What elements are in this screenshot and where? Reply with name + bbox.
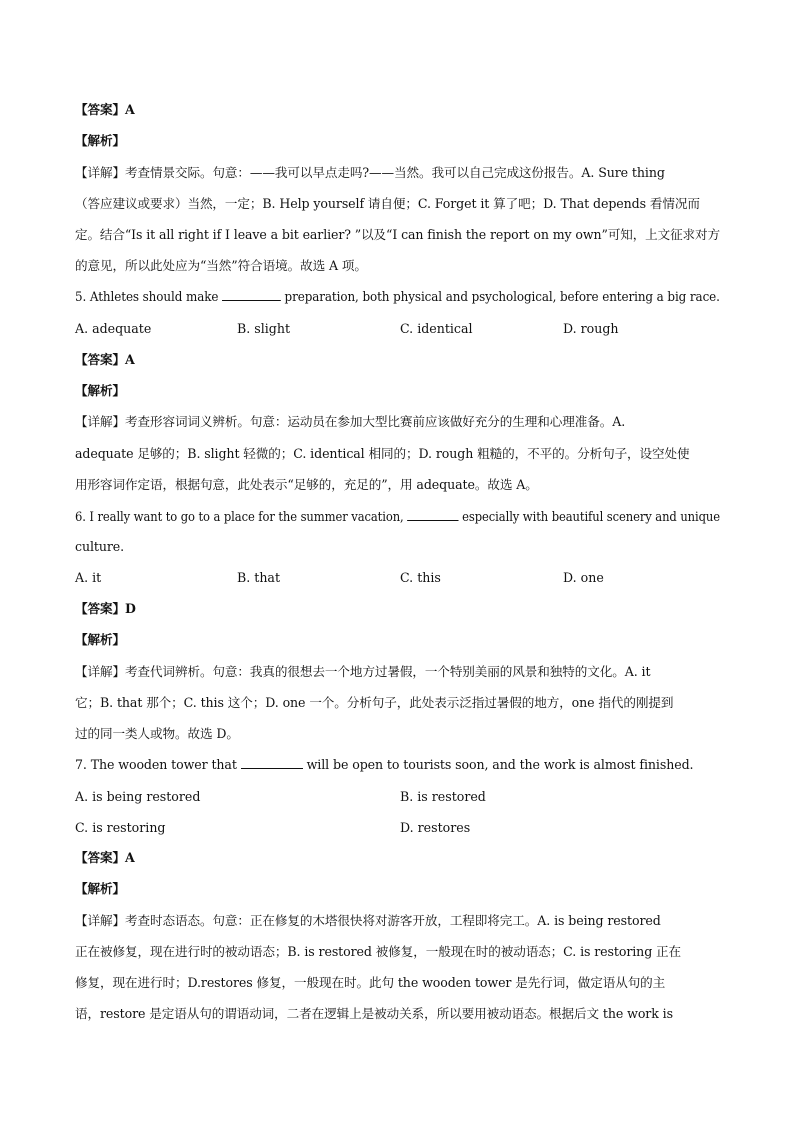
- option-d: D. restores: [400, 820, 471, 835]
- analysis-label: 【解析】: [75, 632, 125, 647]
- stem-text: especially with beautiful scenery and unique: [462, 509, 721, 524]
- analysis-label: 【解析】: [75, 881, 125, 896]
- answer-label: 【答案】A: [75, 352, 135, 367]
- stem-text: preparation, both physical and psychological, before entering a big race.: [284, 289, 720, 304]
- answer-label: 【答案】D: [75, 601, 136, 616]
- option-b: B. that: [237, 570, 281, 585]
- analysis-label: 【解析】: [75, 133, 125, 148]
- option-c: C. is restoring: [75, 820, 166, 835]
- answer-blank: [407, 508, 458, 521]
- detail-line: 【详解】考查形容词词义辨析。句意：运动员在参加大型比赛前应该做好充分的生理和心理准备。A.: [75, 414, 626, 429]
- answer-blank: [222, 288, 281, 301]
- option-c: C. identical: [400, 321, 473, 336]
- option-b: B. is restored: [400, 789, 486, 804]
- stem-text: 5. Athletes should make: [75, 289, 219, 304]
- detail-line: 用形容词作定语，根据句意，此处表示“足够的，充足的”，用 adequate。故选 A。: [75, 477, 538, 492]
- detail-line: 它；B. that 那个；C. this 这个；D. one 一个。分析句子，此处表示泛指过暑假的地方，one 指代的刚提到: [75, 695, 674, 710]
- answer-blank: [241, 756, 303, 769]
- detail-line: 【详解】考查代词辨析。句意：我真的很想去一个地方过暑假，一个特别美丽的风景和独特的文化。A. it: [75, 664, 651, 679]
- detail-line: 的意见，所以此处应为“当然”符合语境。故选 A 项。: [75, 258, 367, 273]
- question-stem: [75, 507, 721, 527]
- detail-line: 正在被修复，现在进行时的被动语态；B. is restored 被修复，一般现在时的被动语态；C. is restoring 正在: [75, 944, 682, 959]
- option-b: B. slight: [237, 321, 291, 336]
- detail-line: （答应建议或要求）当然，一定；B. Help yourself 请自便；C. Forget it 算了吧；D. That depends 看情况而: [75, 196, 700, 211]
- answer-label: 【答案】A: [75, 850, 135, 865]
- question-stem-continued: culture.: [75, 539, 125, 554]
- answer-label: 【答案】A: [75, 102, 135, 117]
- stem-text: 7. The wooden tower that: [75, 757, 237, 772]
- analysis-label: 【解析】: [75, 383, 125, 398]
- stem-text: will be open to tourists soon, and the work is almost finished.: [306, 757, 694, 772]
- option-c: C. this: [400, 570, 441, 585]
- option-a: A. is being restored: [75, 789, 201, 804]
- detail-line: 过的同一类人或物。故选 D。: [75, 726, 239, 741]
- option-a: A. it: [75, 570, 102, 585]
- detail-line: 定。结合“Is it all right if I leave a bit earlier? ”以及“I can finish the report on my own”可知，上文征求对方: [75, 227, 720, 242]
- question-stem: [75, 287, 720, 307]
- detail-line: 修复，现在进行时；D.restores 修复，一般现在时。此句 the wooden tower 是先行词，做定语从句的主: [75, 975, 666, 990]
- option-a: A. adequate: [75, 321, 152, 336]
- option-d: D. rough: [563, 321, 619, 336]
- detail-line: 语，restore 是定语从句的谓语动词，二者在逻辑上是被动关系，所以要用被动语态。根据后文 the work is: [75, 1006, 673, 1021]
- question-stem: [75, 755, 720, 775]
- stem-text: 6. I really want to go to a place for the summer vacation,: [75, 509, 404, 524]
- detail-line: 【详解】考查情景交际。句意：——我可以早点走吗?——当然。我可以自己完成这份报告。A. Sure thing: [75, 165, 665, 180]
- option-d: D. one: [563, 570, 604, 585]
- detail-line: 【详解】考查时态语态。句意：正在修复的木塔很快将对游客开放，工程即将完工。A. is being restored: [75, 913, 661, 928]
- detail-line: adequate 足够的；B. slight 轻微的；C. identical 相同的；D. rough 粗糙的，不平的。分析句子，设空处使: [75, 446, 690, 461]
